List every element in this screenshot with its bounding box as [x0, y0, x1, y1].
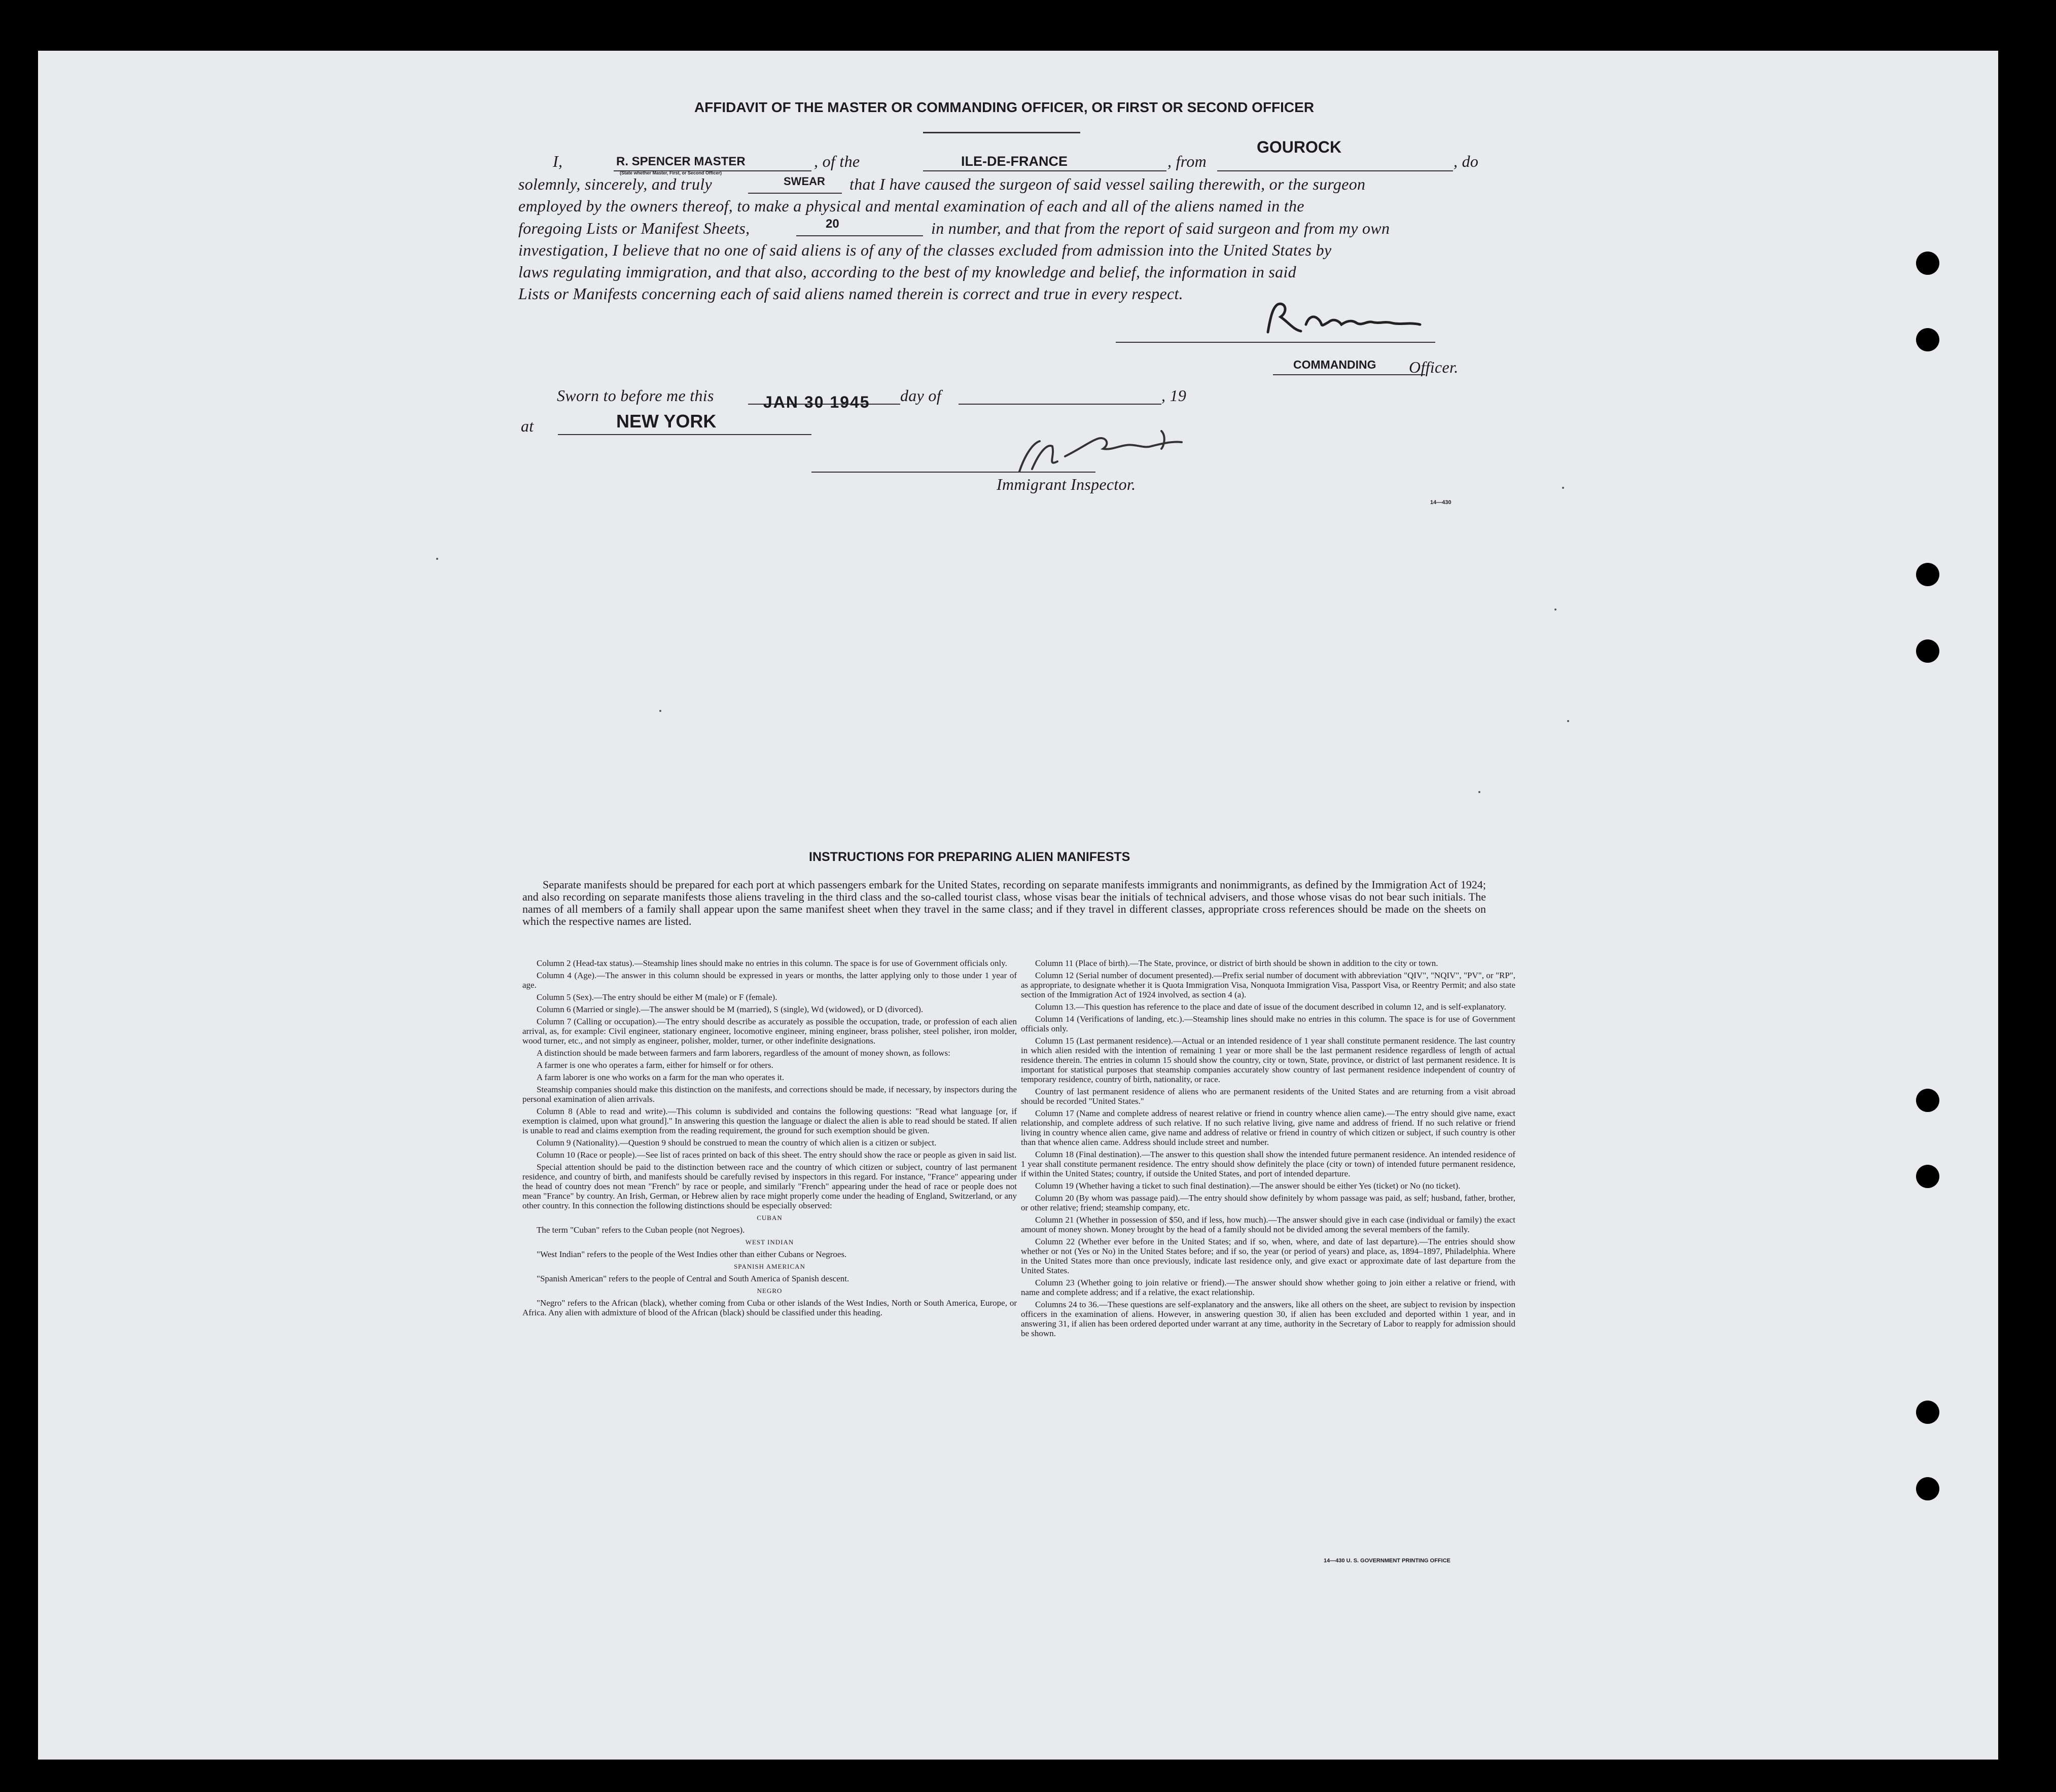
scan-speck — [1478, 791, 1480, 793]
instruction-paragraph: Column 7 (Calling or occupation).—The entry should describe as accurately as possible the occupation, trade, or profession of each alien arrival, as, for example: Civil engineer, stationary engineer, locomotive engineer, mining engineer, brass polisher, steel polisher, iron molder, wood turner, etc., and not simply as engineer, polisher, molder, turner, or other indefinite designations. — [522, 1017, 1017, 1046]
affidavit-title: AFFIDAVIT OF THE MASTER OR COMMANDING OFFICER, OR FIRST OR SECOND OFFICER — [694, 99, 1315, 115]
instruction-paragraph: Column 15 (Last permanent residence).—Actual or an intended residence of 1 year shall constitute permanent residence. The last country in which alien resided with the intention of remaining 1 year or more shall be the last permanent residence regardless of length of actual residence therein. The entries in column 15 should show the country, city or town, State, province, or district of last permanent residence. It is important for statistical purposes that steamship companies accurately show country of last permanent residence independent of country of temporary residence, country of birth, nationality, or race. — [1021, 1036, 1515, 1084]
text-sworn: Sworn to before me this — [557, 386, 714, 405]
instruction-paragraph: Steamship companies should make this distinction on the manifests, and corrections should be made, if necessary, by inspectors during the personal examination of alien arrivals. — [522, 1085, 1017, 1104]
inspector-line — [811, 472, 1095, 473]
punch-hole — [1916, 1165, 1939, 1188]
instruction-paragraph: Column 4 (Age).—The answer in this column should be expressed in years or months, the latter applying only to those under 1 year of age. — [522, 971, 1017, 990]
instruction-paragraph: Column 11 (Place of birth).—The State, province, or district of birth should be shown in addition to the city or town. — [1035, 958, 1438, 968]
instruction-paragraph: Column 10 (Race or people).—See list of races printed on back of this sheet. The entry should show the race or people as given in said list. — [537, 1150, 1017, 1160]
instruction-paragraph: A farm laborer is one who works on a farm for the man who operates it. — [537, 1072, 785, 1082]
name-caption: (State whether Master, First, or Second Officer) — [620, 170, 722, 175]
punch-hole — [1916, 639, 1939, 663]
sheet-count: 20 — [826, 217, 839, 231]
punch-hole — [1916, 328, 1939, 351]
text-do: , do — [1454, 152, 1479, 170]
month-line — [959, 404, 1161, 405]
instruction-paragraph: Special attention should be paid to the distinction between race and the country of which citizen or subject, country of last permanent residence, and country of birth, and manifests should be carefully revised by inspectors in this regard. For instance, "France" appearing under the head of country does not mean "French" by race or people, and similarly "French" appearing under the head of race or people does not mean "France" by country. An Irish, German, or Hebrew alien by race might properly come under the heading of England, Switzerland, or any other country. In this connection the following distinctions should be especially observed: — [522, 1162, 1017, 1210]
scan-speck — [1562, 487, 1564, 489]
scan-speck — [659, 710, 661, 712]
scan-speck — [1567, 720, 1569, 722]
instruction-paragraph: Column 18 (Final destination).—The answer to this question shall show the intended future permanent residence. An intended residence of 1 year shall constitute permanent residence. The entry should show definitely the place (city or town) of intended future permanent residence, if within the United States; country, if outside the United States, and port of intended departure. — [1021, 1150, 1515, 1178]
instruction-paragraph: Column 9 (Nationality).—Question 9 should be construed to mean the country of which alien is a citizen or subject. — [537, 1138, 937, 1148]
instruction-paragraph: Column 12 (Serial number of document presented).—Prefix serial number of document with abbreviation "QIV", "NQIV", "PV", or "RP", as appropriate, to designate whether it is Quota Immigration Visa, Nonquota Immigration Visa, Passport Visa, or Reentry Permit; and also state section of the Immigration Act of 1924 involved, as section 4 (a). — [1021, 971, 1515, 999]
scan-speck — [1554, 608, 1556, 611]
affidavit-line-4: in number, and that from the report of said surgeon and from my own — [931, 219, 1390, 237]
affidavit-line-3: employed by the owners thereof, to make a physical and mental examination of each and all of the aliens named in the — [518, 197, 1304, 215]
officer-line — [1273, 374, 1425, 375]
instruction-paragraph: Column 19 (Whether having a ticket to such final destination).—The answer should be either Yes (ticket) or No (no ticket). — [1035, 1181, 1461, 1191]
oath-type: SWEAR — [784, 175, 825, 188]
instructions-right-column — [1021, 958, 1515, 1341]
instruction-paragraph: Column 13.—This question has reference to the place and date of issue of the document described in column 12, and is self-explanatory. — [1035, 1002, 1506, 1012]
instruction-paragraph: Columns 24 to 36.—These questions are self-explanatory and the answers, like all others on the sheet, are subject to revision by inspection officers in the examination of aliens. However, in answering question 30, if alien has been excluded and deported within 1 year, and in answering 31, if alien has been ordered deported under warrant at any time, authority in the Secretary of Labor to reapply for admission should be shown. — [1021, 1300, 1515, 1338]
instruction-paragraph: Column 20 (By whom was passage paid).—The entry should show definitely by whom passage was paid, as self; husband, father, brother, or other relative; friend; steamship company, etc. — [1021, 1193, 1515, 1212]
punch-hole — [1916, 563, 1939, 586]
instruction-paragraph: "Spanish American" refers to the people of Central and South America of Spanish descent. — [537, 1274, 849, 1283]
affidavit-line-2: that I have caused the surgeon of said vessel sailing therewith, or the surgeon — [849, 175, 1366, 193]
inspector-signature — [1009, 421, 1212, 477]
printing-office-footer: 14—430 U. S. GOVERNMENT PRINTING OFFICE — [1324, 1558, 1450, 1564]
port-line — [1217, 170, 1453, 171]
affidavit-line-7: Lists or Manifests concerning each of said aliens named therein is correct and true in every respect. — [518, 284, 1183, 303]
text-day-of: day of — [900, 386, 941, 405]
subheading-negro: NEGRO — [757, 1287, 783, 1295]
signature-line — [1116, 342, 1435, 343]
instruction-paragraph: "Negro" refers to the African (black), whether coming from Cuba or other islands of the West Indies, North or South America, Europe, or Africa. Any alien with admixture of blood of the African (black) should be classified under this heading. — [522, 1298, 1017, 1317]
instruction-paragraph: Column 5 (Sex).—The entry should be either M (male) or F (female). — [537, 992, 777, 1002]
title-rule — [923, 132, 1080, 133]
text-i: I, — [553, 152, 563, 170]
instruction-paragraph: The term "Cuban" refers to the Cuban people (not Negroes). — [537, 1225, 745, 1235]
subheading-cuban: CUBAN — [757, 1214, 783, 1222]
instruction-paragraph: A farmer is one who operates a farm, either for himself or for others. — [537, 1060, 773, 1070]
punch-hole — [1916, 1089, 1939, 1112]
instruction-paragraph: Column 17 (Name and complete address of nearest relative or friend in country whence alien came).—The entry should give name, exact relationship, and complete address of such relative. If no such relative living, give name and address of friend. If no such relative or friend living in country whence alien came, give name and address of relative or friend in country of which citizen or subject, if such country is other than that whence alien came. Address should include street and number. — [1021, 1108, 1515, 1147]
subheading-spanish-american: SPANISH AMERICAN — [734, 1263, 805, 1270]
swear-line — [748, 193, 842, 194]
sheets-line — [796, 235, 923, 236]
affidavit-line-5: investigation, I believe that no one of said aliens is of any of the classes excluded from admission into the United States by — [518, 241, 1332, 259]
instruction-paragraph: Column 2 (Head-tax status).—Steamship lines should make no entries in this column. The space is for use of Government officials only. — [537, 958, 1007, 968]
punch-hole — [1916, 252, 1939, 275]
text-19: , 19 — [1161, 386, 1187, 405]
instructions-title: INSTRUCTIONS FOR PREPARING ALIEN MANIFESTS — [809, 850, 1130, 864]
affidavit-line-6: laws regulating immigration, and that also, according to the best of my knowledge and belief, the information in said — [518, 263, 1296, 281]
port-name: GOUROCK — [1257, 138, 1342, 156]
instruction-paragraph: A distinction should be made between farmers and farm laborers, regardless of the amount of money shown, as follows: — [537, 1048, 950, 1058]
instruction-paragraph: "West Indian" refers to the people of the West Indies other than either Cubans or Negroes. — [537, 1249, 847, 1259]
officer-label: Officer. — [1409, 358, 1459, 376]
place-line — [558, 434, 811, 435]
text-solemnly: solemnly, sincerely, and truly — [518, 175, 712, 193]
text-foregoing: foregoing Lists or Manifest Sheets, — [518, 219, 750, 237]
instruction-paragraph: Column 22 (Whether ever before in the United States; and if so, when, where, and date of last departure).—The entries should show whether or not (Yes or No) in the United States before; and if so, the year (or period of years) and place, as, 1894–1897, Philadelphia. Where in the United States more than once previously, indicate last residence only, and give exact or approximate date of last departure from the United States. — [1021, 1237, 1515, 1275]
vessel-name: ILE-DE-FRANCE — [961, 154, 1068, 169]
punch-hole — [1916, 1401, 1939, 1424]
instruction-paragraph: Column 6 (Married or single).—The answer should be M (married), S (single), Wd (widowed), or D (divorced). — [537, 1005, 924, 1014]
text-at: at — [521, 417, 534, 435]
officer-title: COMMANDING — [1293, 358, 1376, 371]
sworn-date: JAN 30 1945 — [763, 393, 870, 411]
instructions-left-column — [522, 958, 1017, 1320]
subheading-west-indian: WEST INDIAN — [745, 1238, 794, 1246]
scan-speck — [436, 558, 438, 560]
text-of-the: , of the — [814, 152, 860, 170]
inspector-label: Immigrant Inspector. — [997, 475, 1136, 493]
master-name: R. SPENCER MASTER — [616, 155, 746, 168]
instruction-paragraph: Country of last permanent residence of aliens who are permanent residents of the United States and are returning from a visit abroad should be recorded "United States." — [1021, 1087, 1515, 1106]
instruction-paragraph: Column 23 (Whether going to join relative or friend).—The answer should show whether going to join either a relative or friend, with name and complete address; and if a relative, the exact relationship. — [1021, 1278, 1515, 1297]
instruction-paragraph: Column 8 (Able to read and write).—This column is subdivided and contains the following questions: "Read what language [or, if exemption is claimed, upon what ground]." In answering this question the language or dialect the alien is able to read should be stated. If alien is unable to read and claims exemption from the reading requirement, the ground for such exemption should be given. — [522, 1106, 1017, 1135]
form-number: 14—430 — [1430, 499, 1451, 506]
master-signature — [1258, 297, 1440, 342]
instruction-paragraph: Column 14 (Verifications of landing, etc.).—Steamship lines should make no entries in this column. The space is for use of Government officials only. — [1021, 1014, 1515, 1033]
instructions-intro: Separate manifests should be prepared for each port at which passengers embark for the United States, recording on separate manifests immigrants and nonimmigrants, as defined by the Immigration Act of 1924; and also recording on separate manifests those aliens traveling in the third class and the so-called tourist class, whose visas bear the initials of technical advisers, and those whose visas do not bear such initials. The names of all members of a family shall appear upon the same manifest sheet when they travel in the same class; and if they travel in different classes, appropriate cross references should be made on the sheets on which the respective names are listed. — [522, 878, 1486, 927]
sworn-place: NEW YORK — [616, 411, 717, 432]
vessel-line — [923, 170, 1166, 171]
instruction-paragraph: Column 21 (Whether in possession of $50, and if less, how much).—The answer should give in each case (individual or family) the exact amount of money shown. Money brought by the head of a family should not be divided among the several members of the family. — [1021, 1215, 1515, 1234]
punch-hole — [1916, 1477, 1939, 1500]
text-from: , from — [1167, 152, 1207, 170]
